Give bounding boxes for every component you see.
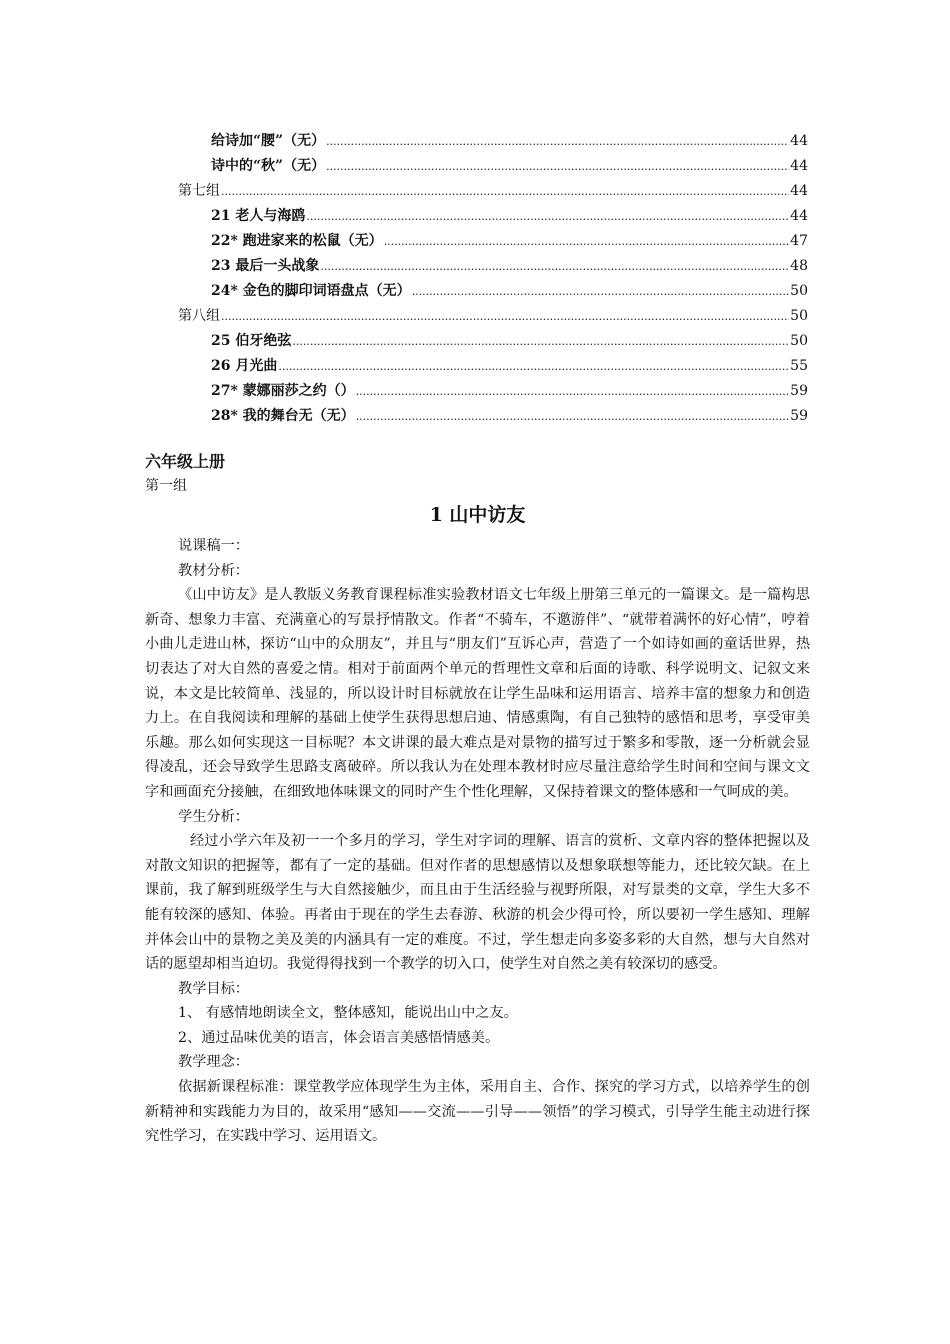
toc-leader-dots	[292, 337, 789, 347]
toc-entry-page: 44	[790, 158, 808, 174]
toc-leader-dots	[221, 312, 789, 322]
toc-entry[interactable]	[178, 201, 808, 226]
section-label: 学生分析：	[178, 808, 249, 825]
toc-entry[interactable]	[178, 251, 808, 276]
toc-entry-page: 59	[790, 408, 808, 424]
section-label: 说课稿一：	[178, 538, 249, 554]
toc-entry-label: 给诗加“腰”（无）	[211, 133, 326, 149]
group-heading: 第一组	[145, 478, 187, 494]
toc-leader-dots	[221, 187, 789, 197]
list-item: 1、 有感情地朗读全文，整体感知，能说出山中之友。	[178, 1005, 518, 1022]
lesson-title: 1 山中访友	[429, 504, 526, 526]
toc-entry[interactable]	[178, 276, 808, 301]
toc-leader-dots	[384, 237, 789, 247]
toc-leader-dots	[356, 387, 789, 397]
body-paragraph: 依据新课程标准：课堂教学应体现学生为主体，采用自主、合作、探究的学习方式，以培养学生的创新精神和实践能力为目的，故采用“感知——交流——引导——领悟”的学习模式，引导学生能主动进行探究性学习，在实践中学习、运用语文。	[145, 1079, 810, 1145]
toc-entry-label: 28* 我的舞台无（无）	[211, 408, 355, 424]
toc-entry[interactable]	[178, 126, 808, 151]
toc-entry[interactable]	[178, 151, 808, 176]
toc-entry-page: 50	[790, 283, 808, 299]
toc-entry-page: 50	[790, 333, 808, 349]
toc-leader-dots	[412, 287, 789, 297]
toc-entry-page: 44	[790, 183, 808, 199]
toc-leader-dots	[356, 412, 789, 422]
toc-entry-label: 第八组	[178, 308, 220, 324]
toc-leader-dots	[326, 137, 789, 147]
toc-entry-page: 44	[790, 208, 808, 224]
toc-entry-label: 27* 蒙娜丽莎之约（）	[211, 383, 355, 399]
toc-entry[interactable]	[178, 226, 808, 251]
toc-entry-label: 23 最后一头战象	[211, 258, 320, 274]
toc-entry-label: 22* 跑进家来的松鼠（无）	[211, 233, 383, 249]
toc-entry-label: 第七组	[178, 183, 220, 199]
toc-leader-dots	[320, 262, 789, 272]
list-item: 2、通过品味优美的语言，体会语言美感悟情感美。	[178, 1029, 500, 1046]
toc-entry-label: 26 月光曲	[211, 358, 278, 374]
body-paragraph: 《山中访友》是人教版义务教育课程标准实验教材语文七年级上册第三单元的一篇课文。是一篇构思新奇、想象力丰富、充满童心的写景抒情散文。作者“不骑车，不邀游伴”、“就带着满怀的好心情”，哼着小曲儿走进山林，探访“山中的众朋友”，并且与“朋友们”互诉心声，营造了一个如诗如画的童话世界，热切表达了对大自然的喜爱之情。相对于前面两个单元的哲理性文章和后面的诗歌、科学说明文、记叙文来说，本文是比较简单、浅显的，所以设计时目标就放在让学生品味和运用语言、培养丰富的想象力和创造力上。在自我阅读和理解的基础上使学生获得思想启迪、情感熏陶，有自己独特的感悟和思考，享受审美乐趣。那么如何实现这一目标呢？本文讲课的最大难点是对景物的描写过于繁多和零散，逐一分析就会显得凌乱，还会导致学生思路支离破碎。所以我认为在处理本教材时应尽量注意给学生时间和空间与课文文字和画面充分接触，在细致地体味课文的同时产生个性化理解，又保持着课文的整体感和一气呵成的美。	[145, 587, 810, 800]
toc-group-entry[interactable]	[178, 301, 808, 326]
toc-entry-label: 21 老人与海鸥	[211, 208, 306, 224]
toc-entry-page: 47	[790, 233, 808, 249]
section-label: 教材分析：	[178, 562, 249, 579]
toc-entry-page: 48	[790, 258, 808, 274]
toc-leader-dots	[278, 362, 789, 372]
toc-entry-label: 24* 金色的脚印词语盘点（无）	[211, 283, 411, 299]
section-label: 教学目标：	[178, 980, 249, 997]
toc-entry-label: 25 伯牙绝弦	[211, 333, 292, 349]
toc-leader-dots	[326, 162, 789, 172]
toc-entry[interactable]	[178, 351, 808, 376]
grade-heading: 六年级上册	[145, 452, 226, 471]
document-body	[145, 450, 810, 1149]
toc-entry[interactable]	[178, 401, 808, 426]
toc-entry[interactable]	[178, 326, 808, 351]
toc-entry-label: 诗中的“秋”（无）	[211, 158, 326, 174]
body-paragraph: 经过小学六年及初一一个多月的学习，学生对字词的理解、语言的赏析、文章内容的整体把握以及对散文知识的把握等，都有了一定的基础。但对作者的思想感情以及想象联想等能力，还比较欠缺。在上课前，我了解到班级学生与大自然接触少，而且由于生活经验与视野所限，对写景类的文章，学生大多不能有较深的感知、体验。再者由于现在的学生去春游、秋游的机会少得可怜，所以要初一学生感知、理解并体会山中的景物之美及美的内涵具有一定的难度。不过，学生想走向多姿多彩的大自然，想与大自然对话的愿望却相当迫切。我觉得得找到一个教学的切入口，使学生对自然之美有较深切的感受。	[145, 833, 810, 973]
toc-leader-dots	[306, 212, 789, 222]
section-label: 教学理念：	[178, 1054, 249, 1071]
toc-group-entry[interactable]	[178, 176, 808, 201]
toc-entry-page: 59	[790, 383, 808, 399]
toc-entry-page: 44	[790, 133, 808, 149]
toc-entry-page: 50	[790, 308, 808, 324]
table-of-contents	[178, 126, 808, 426]
toc-entry[interactable]	[178, 376, 808, 401]
toc-entry-page: 55	[790, 358, 808, 374]
